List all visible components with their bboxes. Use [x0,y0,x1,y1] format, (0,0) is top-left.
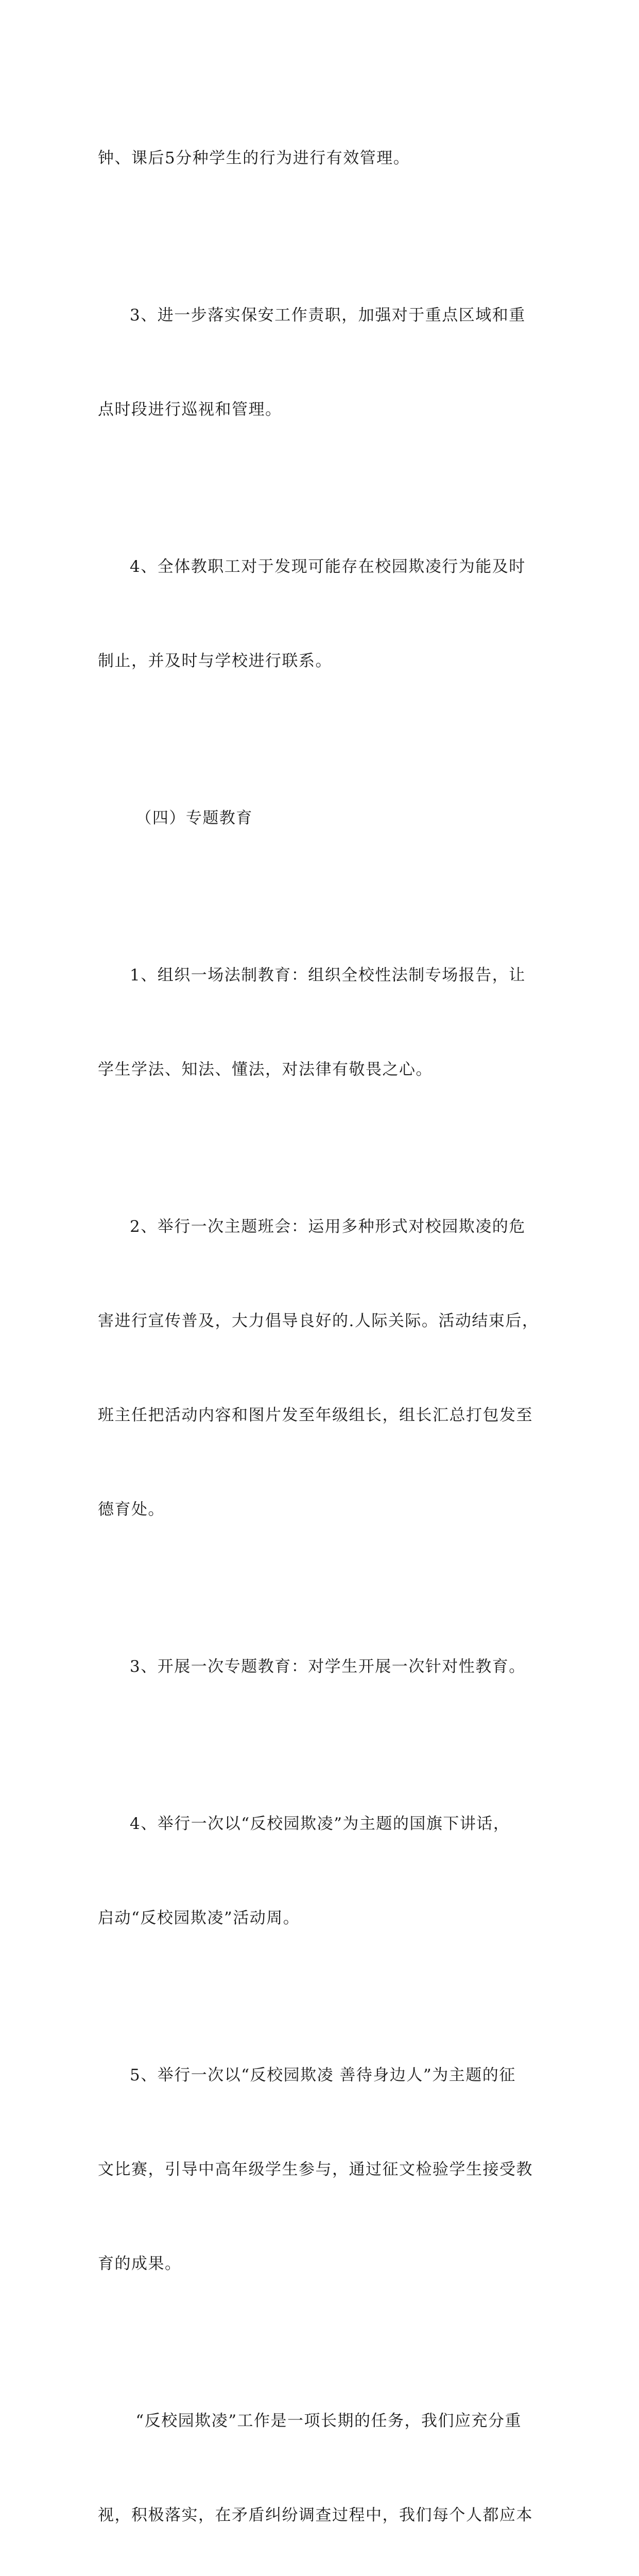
paragraph-1 [98,80,551,237]
text-line: 1、组织一场法制教育：组织全校性法制专场报告，让 [130,966,526,985]
text-line: 害进行宣传普及，大力倡导良好的.人际关际。活动结束后， [98,1312,539,1330]
paragraph-5 [98,897,551,1148]
paragraph-6 [98,1148,551,1588]
text-line: （四）专题教育 [130,809,253,827]
text-line: 育的成果。 [98,2255,182,2273]
text-line: 点时段进行巡视和管理。 [98,400,282,419]
paragraph-3 [98,488,551,740]
text-line: 学生学法、知法、懂法，对法律有敬畏之心。 [98,1060,433,1079]
text-line: 制止，并及时与学校进行联系。 [98,652,332,670]
text-line: 文比赛，引导中高年级学生参与，通过征文检验学生接受教 [98,2160,533,2179]
text-line: 4、举行一次以“反校园欺凌”为主题的国旗下讲话， [130,1815,510,1833]
paragraph-8 [98,1745,551,1997]
text-line: 视，积极落实，在矛盾纠纷调查过程中，我们每个人都应本 [98,2506,533,2524]
paragraph-10 [98,2343,551,2576]
text-line: 5、举行一次以“反校园欺凌 善待身边人”为主题的征 [130,2066,516,2084]
text-line: 德育处。 [98,1500,165,1519]
paragraph-7 [98,1588,551,1745]
text-line: 钟、课后5分种学生的行为进行有效管理。 [98,149,410,167]
text-line: 班主任把活动内容和图片发至年级组长，组长汇总打包发至 [98,1406,533,1425]
text-line: 3、进一步落实保安工作责职，加强对于重点区域和重 [130,306,526,325]
text-line: 3、开展一次专题教育：对学生开展一次针对性教育。 [130,1657,526,1676]
text-line: 4、全体教职工对于发现可能存在校园欺凌行为能及时 [130,557,526,576]
section-heading [98,740,551,897]
text-line: 2、举行一次主题班会：运用多种形式对校园欺凌的危 [130,1217,526,1236]
text-line: “反校园欺凌”工作是一项长期的任务，我们应充分重 [130,2412,522,2430]
paragraph-9 [98,1997,551,2343]
paragraph-2 [98,237,551,488]
text-line: 启动“反校园欺凌”活动周。 [98,1909,300,1927]
document-body [98,80,551,2576]
